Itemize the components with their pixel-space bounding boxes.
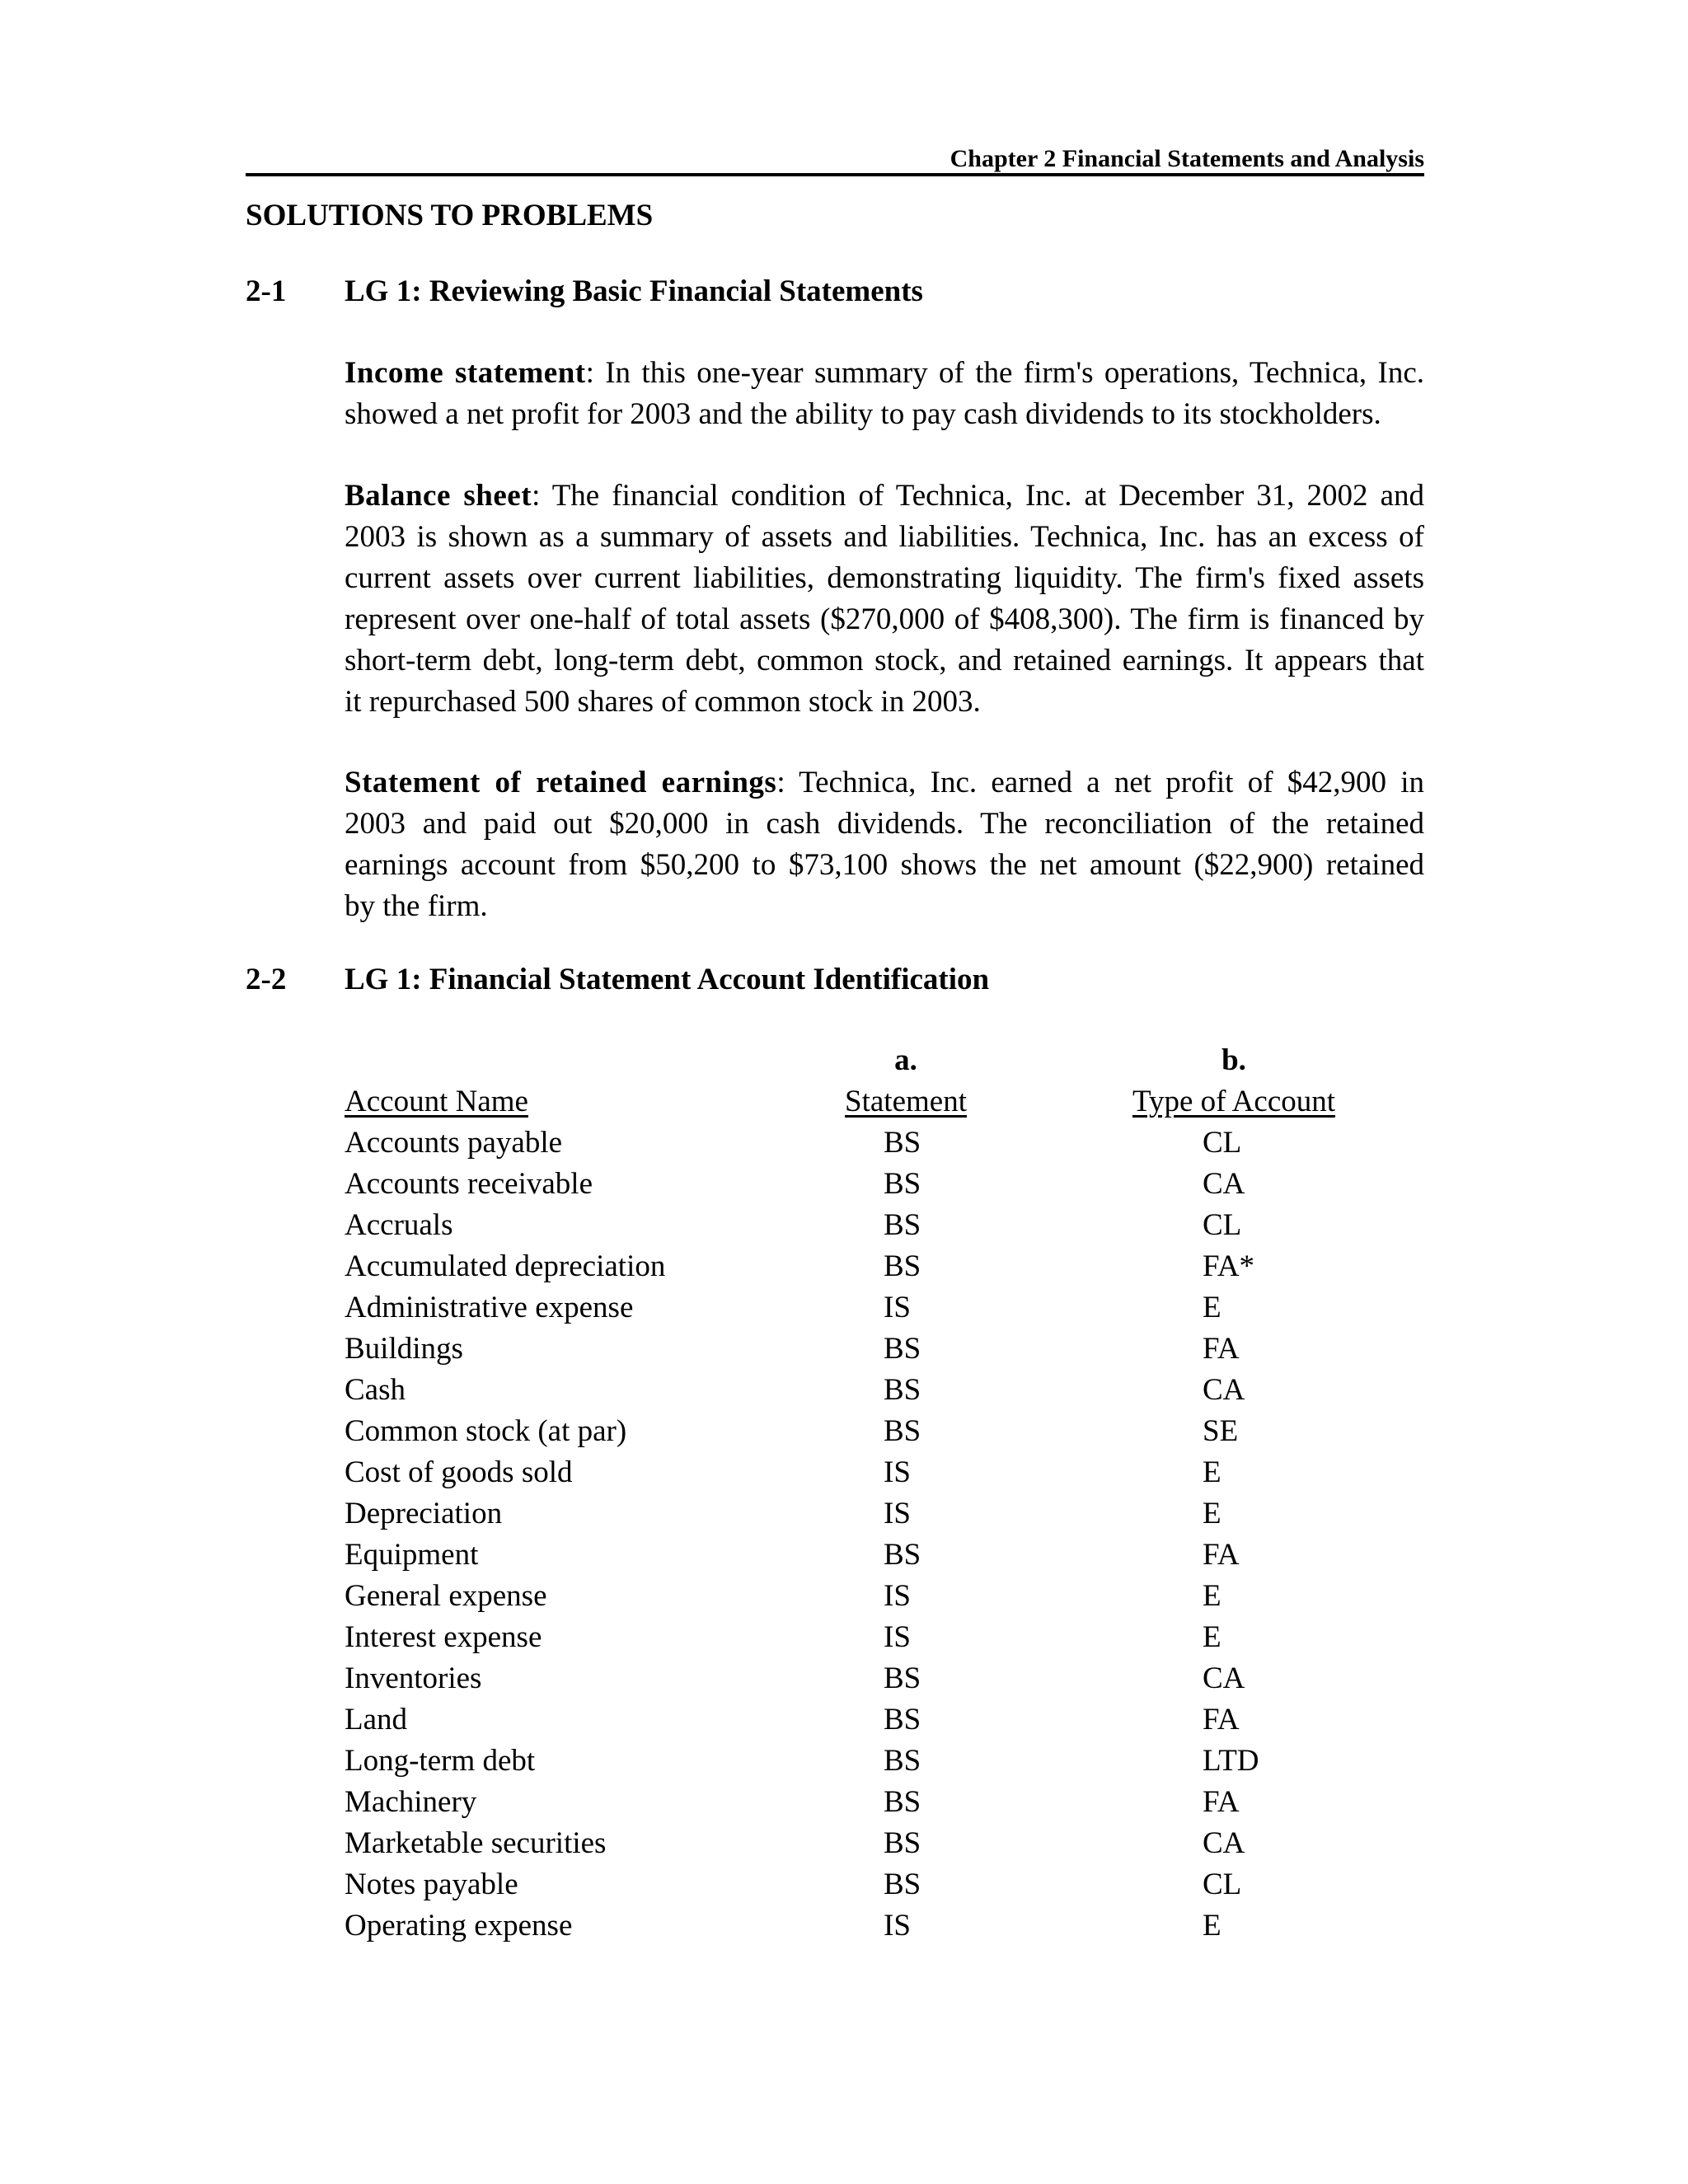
account-name: Depreciation [345,1497,503,1530]
paragraph-line [345,804,1424,845]
statement: BS [884,1826,921,1860]
paragraph-lead: Balance sheet [345,479,532,513]
account-name: General expense [345,1579,547,1613]
account-name: Accruals [345,1208,453,1242]
problem-number: 2-2 [246,963,287,996]
header-statement: Statement [845,1085,967,1118]
running-header [246,145,1424,176]
header-type-of-account: Type of Account [1132,1085,1336,1118]
account-name: Machinery [345,1785,477,1819]
paragraph-line [345,476,1424,517]
account-name: Land [345,1703,408,1736]
account-type: CL [1203,1126,1242,1160]
account-name: Interest expense [345,1620,542,1654]
paragraph-line [345,640,1424,682]
balance-sheet-paragraph [345,476,1424,723]
paragraph-text: short-term debt, long-term debt, common stock, and retained earnings. It appears that [345,644,1424,677]
account-type: FA [1203,1538,1240,1572]
statement: BS [884,1208,921,1242]
problem-number: 2-1 [246,274,287,308]
problem-title: LG 1: Reviewing Basic Financial Statements [345,274,923,308]
account-type: E [1203,1579,1221,1613]
account-type: CA [1203,1826,1245,1860]
account-name: Operating expense [345,1909,573,1943]
paragraph-line [345,353,1424,394]
paragraph-line [345,845,1424,886]
statement: IS [884,1455,911,1489]
statement: BS [884,1538,921,1572]
account-name: Accounts receivable [345,1167,593,1201]
account-type: E [1203,1291,1221,1324]
paragraph-line [345,682,1424,723]
account-type: CA [1203,1373,1245,1407]
part-a-label: a. [894,1043,917,1077]
statement: BS [884,1373,921,1407]
statement: BS [884,1332,921,1366]
part-b-label: b. [1221,1043,1246,1077]
account-name: Accumulated depreciation [345,1249,666,1283]
account-name: Notes payable [345,1868,518,1901]
paragraph-text: earnings account from $50,200 to $73,100 shows the net amount ($22,900) retained [345,848,1424,882]
account-name: Long-term debt [345,1744,536,1778]
income-statement-paragraph [345,353,1424,435]
statement: IS [884,1291,911,1324]
statement: BS [884,1868,921,1901]
account-name: Accounts payable [345,1126,563,1160]
account-name: Common stock (at par) [345,1414,627,1448]
paragraph-text: showed a net profit for 2003 and the ability to pay cash dividends to its stockholders. [345,397,1381,431]
account-type: E [1203,1620,1221,1654]
statement: BS [884,1249,921,1283]
paragraph-line [345,558,1424,599]
account-type: E [1203,1455,1221,1489]
statement: BS [884,1785,921,1819]
retained-earnings-paragraph [345,762,1424,927]
account-name: Marketable securities [345,1826,607,1860]
account-name: Cash [345,1373,406,1407]
paragraph-text: current assets over current liabilities, demonstrating liquidity. The firm's fixed assets [345,561,1424,595]
paragraph-line [345,517,1424,558]
statement: BS [884,1703,921,1736]
paragraph-line [345,886,1424,927]
section-title: SOLUTIONS TO PROBLEMS [246,199,654,232]
account-type: CL [1203,1868,1242,1901]
paragraph-line [345,394,1424,435]
statement: BS [884,1126,921,1160]
account-type: SE [1203,1414,1239,1448]
account-type: E [1203,1497,1221,1530]
statement: BS [884,1661,921,1695]
paragraph-text: : The financial condition of Technica, Inc. at December 31, 2002 and [532,479,1424,513]
paragraph-text: 2003 and paid out $20,000 in cash dividends. The reconciliation of the retained [345,807,1424,841]
paragraph-lead: Statement of retained earnings [345,766,777,799]
header-account-name: Account Name [345,1085,528,1118]
paragraph-text: by the firm. [345,889,488,923]
statement: BS [884,1744,921,1778]
header-text: Chapter 2 Financial Statements and Analysis [950,145,1424,172]
statement: BS [884,1414,921,1448]
account-name: Cost of goods sold [345,1455,573,1489]
paragraph-text: it repurchased 500 shares of common stock in 2003. [345,685,981,719]
paragraph-text: : In this one-year summary of the firm's operations, Technica, Inc. [585,356,1425,390]
account-type: E [1203,1909,1221,1943]
problem-title: LG 1: Financial Statement Account Identification [345,963,990,996]
account-name: Inventories [345,1661,482,1695]
account-type: LTD [1203,1744,1259,1778]
statement: BS [884,1167,921,1201]
account-type: CA [1203,1167,1245,1201]
account-name: Buildings [345,1332,463,1366]
account-type: FA* [1203,1249,1255,1283]
paragraph-text: represent over one-half of total assets ($270,000 of $408,300). The firm is financed by [345,602,1424,636]
paragraph-lead: Income statement [345,356,586,390]
paragraph-line [345,762,1424,804]
paragraph-text: 2003 is shown as a summary of assets and liabilities. Technica, Inc. has an excess of [345,520,1424,554]
statement: IS [884,1497,911,1530]
statement: IS [884,1620,911,1654]
account-type: FA [1203,1332,1240,1366]
statement: IS [884,1579,911,1613]
account-name: Administrative expense [345,1291,634,1324]
account-type: FA [1203,1703,1240,1736]
paragraph-text: : Technica, Inc. earned a net profit of $42,900 in [776,766,1424,799]
statement: IS [884,1909,911,1943]
account-name: Equipment [345,1538,479,1572]
account-type: CL [1203,1208,1242,1242]
paragraph-line [345,599,1424,640]
account-type: CA [1203,1661,1245,1695]
account-type: FA [1203,1785,1240,1819]
